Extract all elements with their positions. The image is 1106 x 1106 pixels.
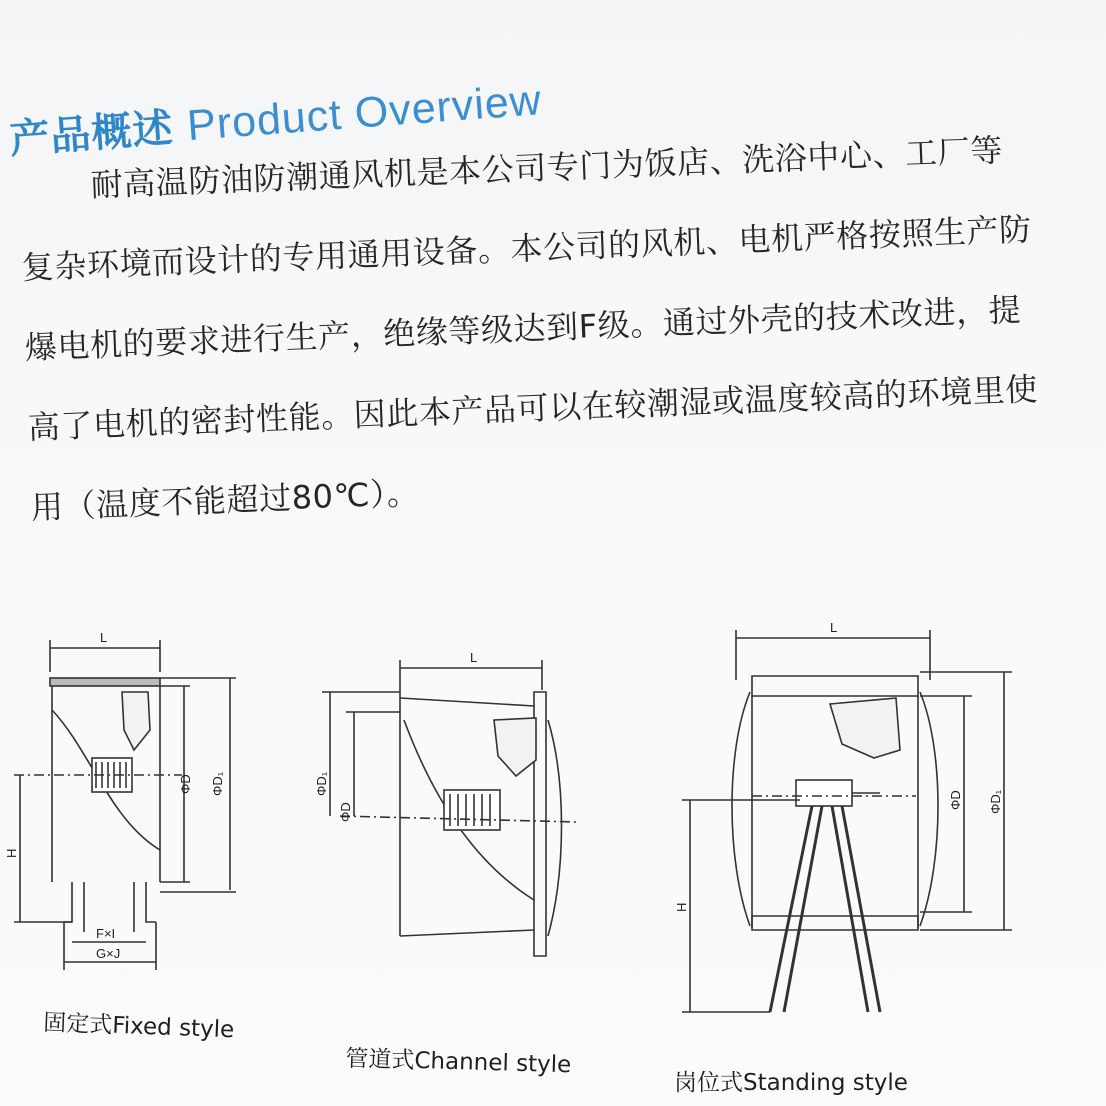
- heading-english: Product Overview: [185, 76, 544, 151]
- caption-standing-style: 岗位式Standing style: [674, 1070, 908, 1096]
- paragraph-line-4: 高了电机的密封性能。因此本产品可以在较潮湿或温度较高的环境里使: [27, 370, 1039, 447]
- standing-style-diagram: [682, 630, 1012, 1012]
- channel-label-l: L: [470, 650, 478, 665]
- standing-label-h: H: [674, 902, 689, 912]
- standing-label-d: ΦD: [948, 790, 963, 810]
- fixed-label-d1: ΦD₁: [210, 771, 225, 796]
- channel-label-d: ΦD: [338, 802, 353, 822]
- fixed-style-diagram: [14, 640, 236, 970]
- fixed-label-h: H: [4, 848, 19, 858]
- caption-channel-style: 管道式Channel style: [345, 1045, 572, 1079]
- standing-label-l: L: [830, 620, 838, 635]
- standing-label-d1: ΦD₁: [988, 789, 1003, 814]
- caption-fixed-style: 固定式Fixed style: [42, 1009, 235, 1044]
- overview-paragraph: [18, 126, 1106, 568]
- paragraph-line-2: 复杂环境而设计的专用通用设备。本公司的风机、电机严格按照生产防: [21, 210, 1033, 287]
- fixed-label-d: ΦD: [178, 774, 193, 794]
- paragraph-line-5: 用（温度不能超过80℃）。: [30, 473, 420, 527]
- channel-style-diagram: [322, 660, 576, 956]
- paragraph-line-3: 爆电机的要求进行生产，绝缘等级达到F级。通过外壳的技术改进，提: [24, 290, 1022, 367]
- channel-label-d1: ΦD₁: [314, 771, 329, 796]
- heading-chinese: 产品概述: [8, 105, 175, 164]
- fixed-label-l: L: [100, 630, 108, 645]
- paragraph-line-1: 耐高温防油防潮通风机是本公司专门为饭店、洗浴中心、工厂等: [89, 131, 1004, 205]
- fixed-label-fxi: F×I: [96, 926, 116, 941]
- fixed-label-gxj: G×J: [96, 946, 121, 961]
